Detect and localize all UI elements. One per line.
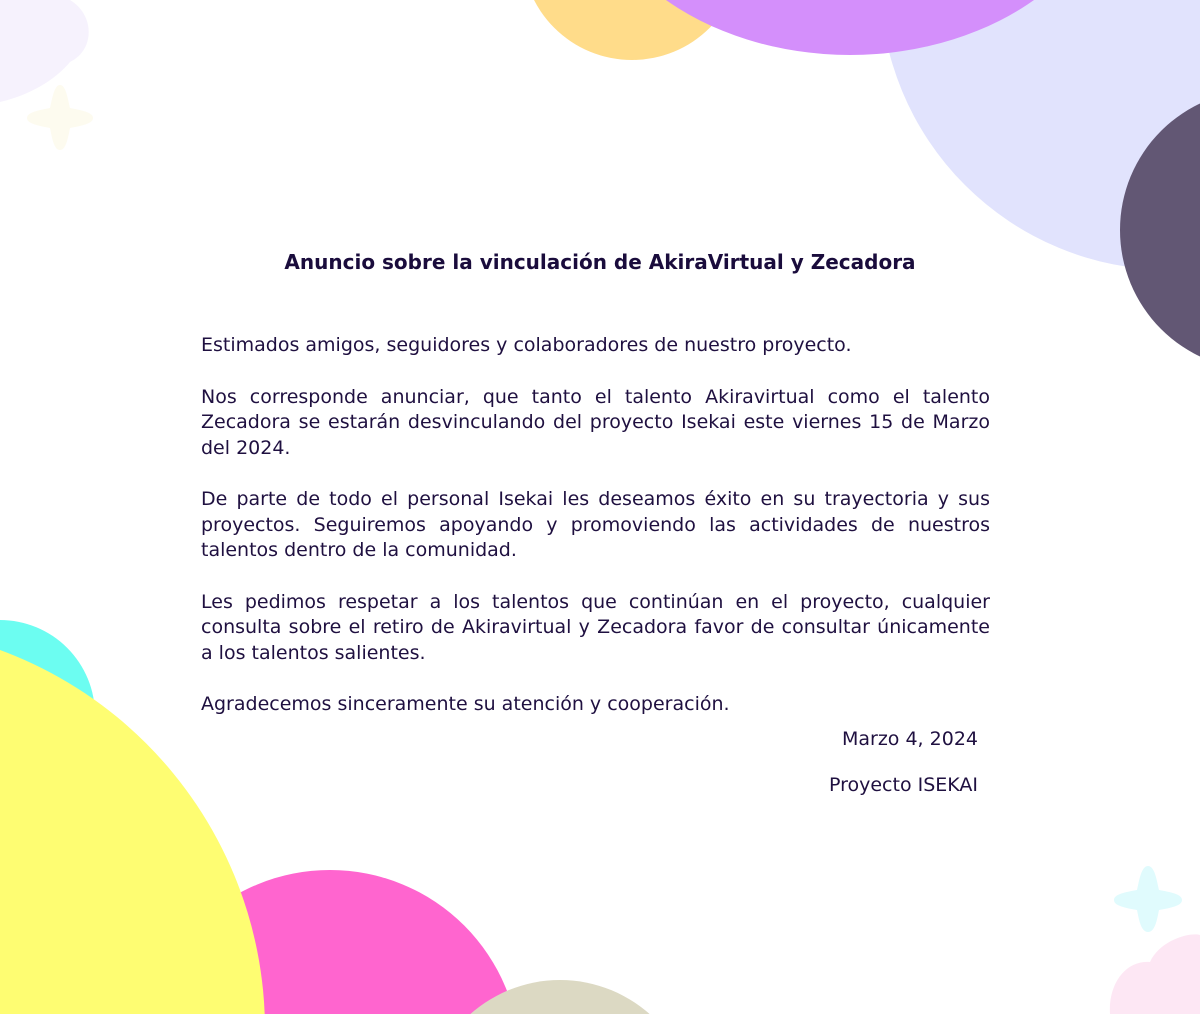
- signature: Proyecto ISEKAI: [828, 774, 978, 796]
- announcement-body: [201, 333, 990, 718]
- thanks-paragraph: Agradecemos sinceramente su atención y cooperación.: [201, 693, 730, 715]
- bottom-right-cloud-shape: [1110, 934, 1200, 1014]
- announcement-date: Marzo 4, 2024: [841, 728, 978, 750]
- request-paragraph: Les pedimos respetar a los talentos que continúan en el proyecto, cualquier consulta sobre el retiro de Akiravirtual y Zecadora favor de consultar únicamente a los talentos salientes.: [201, 590, 990, 664]
- announcement-title: Anuncio sobre la vinculación de AkiraVirtual y Zecadora: [284, 250, 916, 274]
- wishes-paragraph: De parte de todo el personal Isekai les deseamos éxito en su trayectoria y sus proyectos. Seguiremos apoyando y promoviendo las actividades de nuestros talentos dentro de la comunidad.: [201, 488, 990, 561]
- greeting-paragraph: Estimados amigos, seguidores y colaboradores de nuestro proyecto.: [201, 334, 852, 356]
- announcement-paragraph: Nos corresponde anunciar, que tanto el talento Akiravirtual como el talento Zecadora se estarán desvinculando del proyecto Isekai este viernes 15 de Marzo del 2024.: [201, 385, 990, 459]
- bottom-right-sparkle-shape: [1114, 866, 1182, 932]
- top-left-cloud-shape: [0, 0, 89, 102]
- top-left-sparkle-shape: [27, 85, 93, 150]
